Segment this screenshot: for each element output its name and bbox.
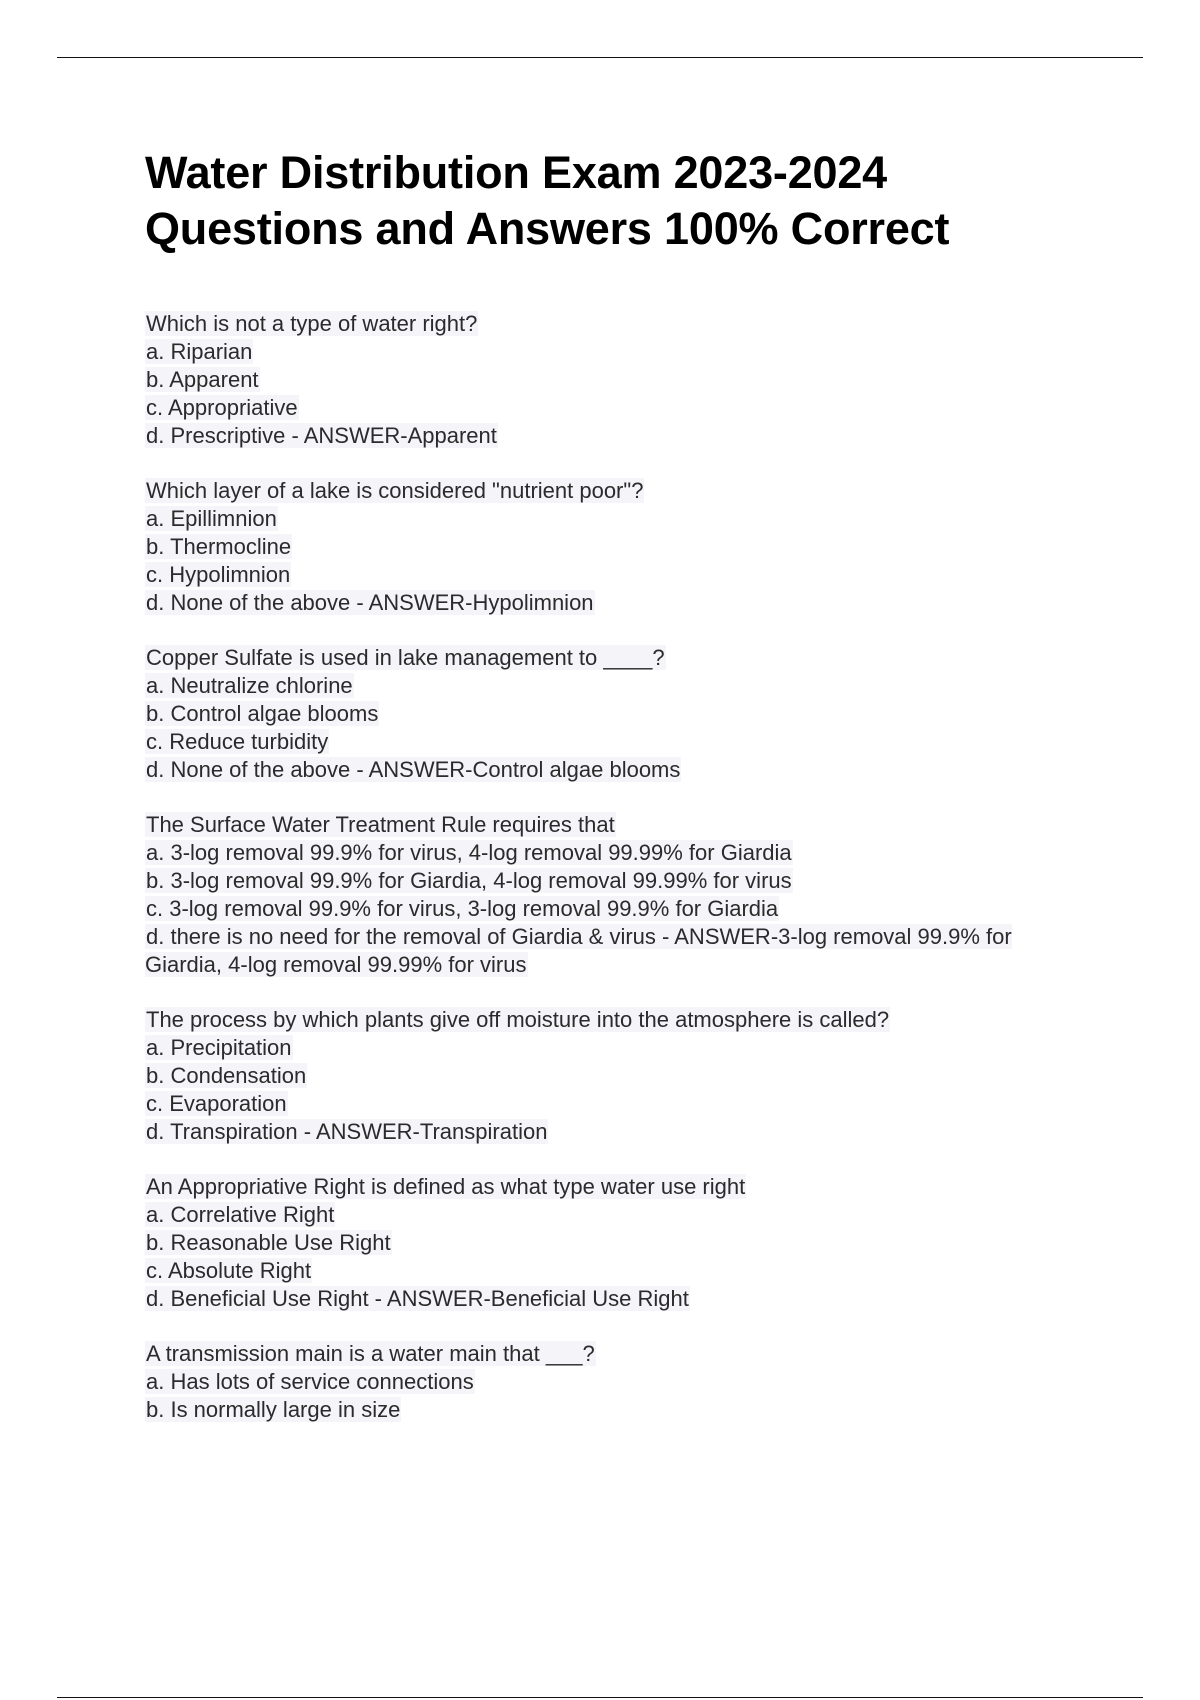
- answer-option: c. Appropriative: [146, 395, 298, 420]
- header-rule: [57, 57, 1143, 58]
- question-block: [145, 1340, 1075, 1424]
- answer-option: a. Has lots of service connections: [146, 1369, 474, 1394]
- answer-option: c. Evaporation: [146, 1091, 287, 1116]
- question-block: [145, 310, 1075, 450]
- question-prompt: Copper Sulfate is used in lake management to ____?: [146, 645, 665, 670]
- question-prompt: Which layer of a lake is considered "nutrient poor"?: [146, 478, 644, 503]
- question-prompt: The Surface Water Treatment Rule requires that: [146, 812, 615, 837]
- answer-option: c. Hypolimnion: [146, 562, 291, 587]
- question-list: [145, 310, 1075, 1451]
- answer-option: b. Condensation: [146, 1063, 307, 1088]
- answer-option: b. Control algae blooms: [146, 701, 379, 726]
- answer-option-with-key: d. there is no need for the removal of Giardia & virus - ANSWER-3-log removal 99.9% for Giardia, 4-log removal 99.99% for virus: [145, 924, 1012, 977]
- answer-option: a. Epillimnion: [146, 506, 277, 531]
- document-title: [145, 145, 949, 257]
- answer-option: c. Absolute Right: [146, 1258, 312, 1283]
- answer-option: b. Reasonable Use Right: [146, 1230, 391, 1255]
- question-block: [145, 1173, 1075, 1313]
- answer-option: a. Neutralize chlorine: [146, 673, 353, 698]
- question-block: [145, 1006, 1075, 1146]
- answer-option-with-key: d. Prescriptive - ANSWER-Apparent: [146, 423, 497, 448]
- answer-option: b. Is normally large in size: [146, 1397, 401, 1422]
- title-line-2: Questions and Answers 100% Correct: [145, 203, 950, 254]
- footer-rule: [57, 1697, 1143, 1698]
- answer-option-with-key: d. None of the above - ANSWER-Hypolimnion: [146, 590, 594, 615]
- answer-option-with-key: d. Transpiration - ANSWER-Transpiration: [146, 1119, 548, 1144]
- answer-option-with-key: d. Beneficial Use Right - ANSWER-Beneficial Use Right: [146, 1286, 689, 1311]
- question-block: [145, 811, 1075, 979]
- answer-option: c. 3-log removal 99.9% for virus, 3-log removal 99.9% for Giardia: [146, 896, 779, 921]
- question-prompt: Which is not a type of water right?: [146, 311, 478, 336]
- answer-option: c. Reduce turbidity: [146, 729, 329, 754]
- title-line-1: Water Distribution Exam 2023-2024: [145, 147, 888, 198]
- answer-option: a. Precipitation: [146, 1035, 292, 1060]
- answer-option: a. 3-log removal 99.9% for virus, 4-log removal 99.99% for Giardia: [146, 840, 792, 865]
- question-prompt: A transmission main is a water main that ___?: [146, 1341, 595, 1366]
- answer-option: b. Apparent: [146, 367, 259, 392]
- answer-option: a. Correlative Right: [146, 1202, 335, 1227]
- answer-option: a. Riparian: [146, 339, 253, 364]
- answer-option-with-key: d. None of the above - ANSWER-Control algae blooms: [146, 757, 681, 782]
- question-block: [145, 477, 1075, 617]
- answer-option: b. 3-log removal 99.9% for Giardia, 4-log removal 99.99% for virus: [146, 868, 792, 893]
- question-block: [145, 644, 1075, 784]
- question-prompt: The process by which plants give off moisture into the atmosphere is called?: [146, 1007, 890, 1032]
- question-prompt: An Appropriative Right is defined as what type water use right: [146, 1174, 746, 1199]
- answer-option: b. Thermocline: [146, 534, 292, 559]
